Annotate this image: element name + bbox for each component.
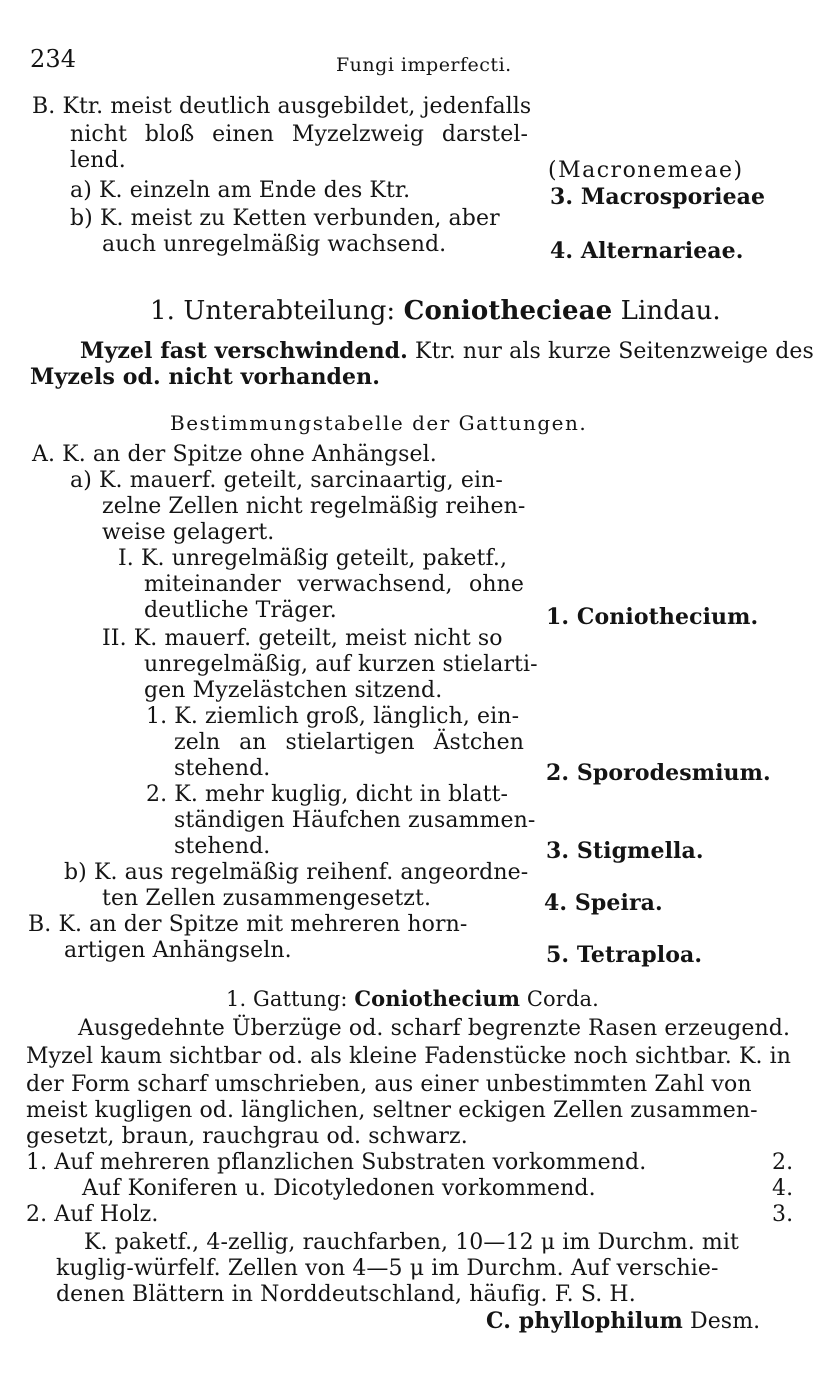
section-description — [80, 338, 814, 365]
key-result: 2. Sporodesmium. — [546, 760, 771, 786]
key-line: ten Zellen zusammengesetzt. — [102, 886, 432, 911]
word: ohne — [468, 572, 524, 597]
key-line: 2. K. mehr kuglig, dicht in blatt- — [146, 782, 509, 807]
species-description-line: denen Blättern in Norddeutschland, häufig. F. S. H. — [56, 1282, 636, 1307]
genus-title-author: Corda. — [526, 987, 599, 1011]
key-line: weise gelagert. — [102, 520, 275, 545]
word: bloß — [144, 122, 195, 147]
key-result: 5. Tetraploa. — [546, 942, 703, 968]
genus-title — [226, 986, 599, 1012]
key-line: stehend. — [174, 756, 271, 781]
key-line: artigen Anhängseln. — [64, 938, 292, 963]
key-line — [144, 572, 524, 598]
species-key-line: 2. Auf Holz. — [26, 1202, 159, 1227]
word: Ästchen — [433, 730, 524, 755]
genus-description-line: meist kugligen od. länglichen, seltner eckigen Zellen zusammen- — [26, 1098, 758, 1123]
key-line: II. K. mauerf. geteilt, meist nicht so — [102, 626, 503, 651]
description-text: Ktr. nur als kurze Seitenzweige des — [415, 339, 814, 364]
species-key-line: Auf Koniferen u. Dicotyledonen vorkommend. — [82, 1176, 596, 1201]
key-heading: Bestimmungstabelle der Gattungen. — [170, 411, 588, 435]
key-line: I. K. unregelmäßig geteilt, paketf., — [118, 546, 508, 571]
key-line: a) K. mauerf. geteilt, sarcinaartig, ein- — [70, 468, 503, 493]
key-b2-line: b) K. meist zu Ketten verbunden, aber — [70, 206, 500, 231]
species-name-bold: C. phyllophilum — [486, 1308, 683, 1334]
key-result: 4. Speira. — [544, 890, 663, 916]
section-title-name: Coniothecieae — [403, 296, 613, 326]
key-line: unregelmäßig, auf kurzen stielarti- — [144, 652, 538, 677]
species-description-line: kuglig-würfelf. Zellen von 4—5 μ im Durchm. Auf verschie- — [56, 1256, 719, 1281]
word: stielartigen — [285, 730, 415, 755]
genus-description-line: der Form scharf umschrieben, aus einer unbestimmten Zahl von — [26, 1072, 752, 1097]
species-author: Desm. — [689, 1309, 761, 1334]
key-result: 3. Macrosporieae — [550, 184, 766, 210]
word: nicht — [70, 122, 128, 147]
species-key-line: 1. Auf mehreren pflanzlichen Substraten vorkommend. — [26, 1150, 647, 1175]
genus-title-name: Coniothecium — [354, 986, 521, 1011]
genus-description-line: Ausgedehnte Überzüge od. scharf begrenzte Rasen erzeugend. — [78, 1016, 791, 1041]
section-title-prefix: 1. Unterabteilung: — [150, 296, 396, 326]
genus-description-line: gesetzt, braun, rauchgrau od. schwarz. — [26, 1124, 468, 1149]
key-a-line: a) K. einzeln am Ende des Ktr. — [70, 178, 411, 203]
key-line: B. K. an der Spitze mit mehreren horn- — [28, 912, 468, 937]
word: verwachsend, — [297, 572, 453, 597]
key-b-line: B. Ktr. meist deutlich ausgebildet, jedenfalls — [32, 94, 532, 119]
species-key-ref: 2. — [772, 1150, 794, 1175]
key-b2-line: auch unregelmäßig wachsend. — [102, 232, 447, 257]
key-result: 3. Stigmella. — [546, 838, 704, 864]
key-line: A. K. an der Spitze ohne Anhängsel. — [32, 442, 437, 467]
group-name: (Macronemeae) — [548, 158, 744, 183]
key-result: 1. Coniothecium. — [546, 604, 759, 630]
section-title — [150, 296, 721, 326]
key-line: zelne Zellen nicht regelmäßig reihen- — [102, 494, 526, 519]
species-key-ref: 3. — [772, 1202, 794, 1227]
key-line: deutliche Träger. — [144, 598, 337, 623]
key-line: gen Myzelästchen sitzend. — [144, 678, 443, 703]
species-key-ref: 4. — [772, 1176, 794, 1201]
key-b-line: lend. — [70, 148, 126, 173]
word: darstel- — [441, 122, 528, 147]
key-result: 4. Alternarieae. — [550, 238, 744, 264]
description-bold: Myzel fast verschwindend. — [80, 338, 408, 364]
genus-title-prefix: 1. Gattung: — [226, 987, 348, 1011]
word: an — [239, 730, 267, 755]
species-name — [486, 1308, 760, 1335]
key-line: b) K. aus regelmäßig reihenf. angeordne- — [64, 860, 529, 885]
running-title: Fungi imperfecti. — [336, 54, 512, 76]
key-line — [174, 730, 524, 756]
section-description — [30, 364, 380, 391]
word: miteinander — [144, 572, 281, 597]
word: zeln — [174, 730, 221, 755]
key-line: ständigen Häufchen zusammen- — [174, 808, 536, 833]
key-line: 1. K. ziemlich groß, länglich, ein- — [146, 704, 520, 729]
page-number: 234 — [30, 45, 77, 73]
description-bold: Myzels od. nicht vorhanden. — [30, 364, 380, 390]
key-b-line — [70, 122, 528, 148]
key-line: stehend. — [174, 834, 271, 859]
word: Myzelzweig — [291, 122, 425, 147]
genus-description-line: Myzel kaum sichtbar od. als kleine Fadenstücke noch sichtbar. K. in — [26, 1044, 792, 1069]
section-title-author: Lindau. — [620, 296, 721, 326]
species-description-line: K. paketf., 4-zellig, rauchfarben, 10—12 μ im Durchm. mit — [84, 1230, 739, 1255]
word: einen — [212, 122, 275, 147]
